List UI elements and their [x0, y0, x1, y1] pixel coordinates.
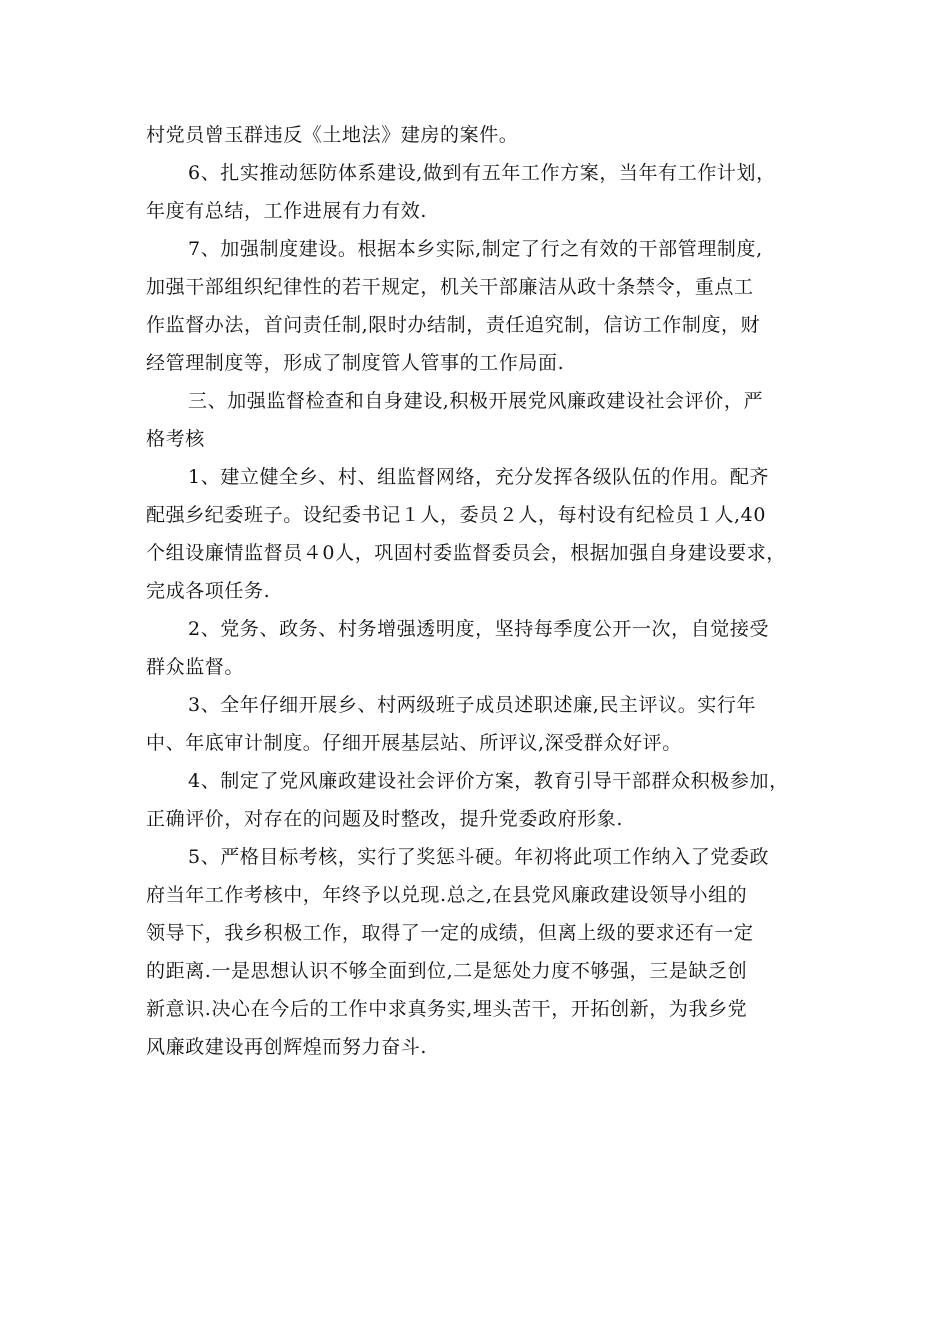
- text-line: 配强乡纪委班子。设纪委书记１人，委员２人，每村设有纪检员１人,40: [146, 504, 767, 526]
- text-line: 完成各项任务.: [146, 580, 271, 602]
- text-line: 5、严格目标考核，实行了奖惩斗硬。年初将此项工作纳入了党委政: [188, 846, 770, 868]
- text-line: 个组设廉情监督员４0人，巩固村委监督委员会，根据加强自身建设要求，: [146, 542, 786, 564]
- text-line: 经管理制度等，形成了制度管人管事的工作局面.: [146, 352, 565, 374]
- text-line: 府当年工作考核中，年终予以兑现.总之,在县党风廉政建设领导小组的: [146, 884, 748, 906]
- document-body: [146, 116, 826, 1066]
- text-line: 村党员曾玉群违反《土地法》建房的案件。: [146, 124, 519, 146]
- text-line: 的距离.一是思想认识不够全面到位,二是惩处力度不够强，三是缺乏创: [146, 960, 748, 982]
- section-heading: 三、加强监督检查和自身建设,积极开展党风廉政建设社会评价，严: [188, 390, 764, 412]
- text-line: 风廉政建设再创辉煌而努力奋斗.: [146, 1036, 428, 1058]
- text-line: 4、制定了党风廉政建设社会评价方案，教育引导干部群众积极参加，: [188, 770, 789, 792]
- text-line: 1、建立健全乡、村、组监督网络，充分发挥各级队伍的作用。配齐: [188, 466, 770, 488]
- text-line: 7、加强制度建设。根据本乡实际,制定了行之有效的干部管理制度,: [188, 238, 763, 260]
- text-line: 加强干部组织纪律性的若干规定，机关干部廉洁从政十条禁令，重点工: [146, 276, 754, 298]
- section-heading-continued: 格考核: [146, 428, 205, 450]
- text-line: 2、党务、政务、村务增强透明度，坚持每季度公开一次，自觉接受: [188, 618, 770, 640]
- text-line: 群众监督。: [146, 656, 245, 678]
- text-line: 领导下，我乡积极工作，取得了一定的成绩，但离上级的要求还有一定: [146, 922, 754, 944]
- text-line: 中、年底审计制度。仔细开展基层站、所评议,深受群众好评。: [146, 732, 682, 754]
- text-line: 作监督办法，首问责任制,限时办结制，责任追究制，信访工作制度，财: [146, 314, 761, 336]
- text-line: 新意识.决心在今后的工作中求真务实,埋头苦干，开拓创新，为我乡党: [146, 998, 748, 1020]
- text-line: 6、扎实推动惩防体系建设,做到有五年工作方案，当年有工作计划，: [188, 162, 776, 184]
- text-line: 正确评价，对存在的问题及时整改，提升党委政府形象.: [146, 808, 624, 830]
- text-line: 年度有总结，工作进展有力有效.: [146, 200, 428, 222]
- text-line: 3、全年仔细开展乡、村两级班子成员述职述廉,民主评议。实行年: [188, 694, 757, 716]
